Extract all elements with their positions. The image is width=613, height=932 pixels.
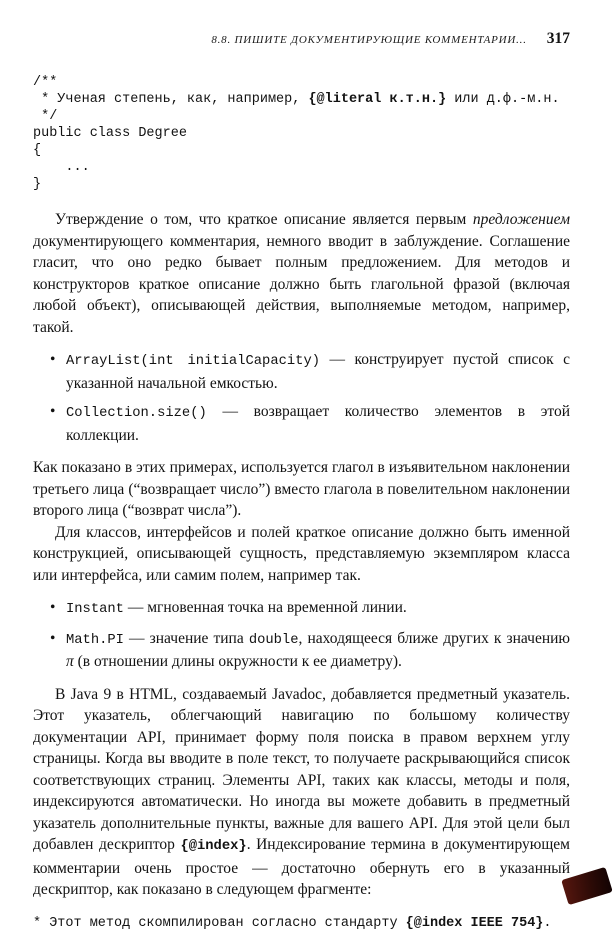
- text-run: }: [33, 177, 42, 192]
- text-run: {: [33, 143, 42, 158]
- inline-code: Math.PI: [66, 632, 124, 648]
- bullet-item: [48, 349, 570, 394]
- text-run: документирующего комментария, немного вводит в заблуждение. Соглашение гласит, что оно редко бывает полным предложением. Для методов и конструкторов краткое описание должно быть глагольной фразой (включая любой объект), описывающей действия, выполняемые методом, например, такой.: [33, 232, 570, 336]
- text-run: */: [33, 109, 58, 124]
- paragraph: [33, 522, 570, 587]
- bold-text: {@literal к.т.н.}: [308, 92, 447, 107]
- text-run: .: [543, 915, 552, 931]
- inline-code: Collection.size(): [66, 406, 207, 421]
- text-run: Как показано в этих примерах, используется глагол в изъявительном наклонении третьего лица (“возвращает число”) вместо глагола в повелительном наклонении второго лица (“возврат числа”).: [33, 459, 570, 519]
- inline-code: Instant: [66, 602, 124, 617]
- text-run: — значение типа: [123, 629, 249, 647]
- paragraph: [33, 457, 570, 522]
- text-run: — мгновенная точка на временной линии.: [123, 599, 407, 616]
- text-run: Утверждение о том, что краткое описание является первым: [55, 211, 473, 228]
- text-run: * Этот метод скомпилирован согласно стандарту: [33, 915, 406, 931]
- inline-code: {@index}: [180, 839, 247, 854]
- text-run: (в отношении длины окружности к ее диаметру).: [73, 653, 402, 670]
- code-line: [33, 74, 570, 91]
- degree-class-code-block: [33, 74, 570, 193]
- running-head-title: 8.8. ПИШИТЕ ДОКУМЕНТИРУЮЩИЕ КОММЕНТАРИИ...: [211, 34, 527, 46]
- code-line: [33, 915, 570, 932]
- text-run: . Индексирование термина в документирующем комментарии очень простое — достаточно обернуть его в указанный дескриптор, как показано в следующем фрагменте:: [33, 836, 570, 898]
- bullet-item: [48, 628, 570, 673]
- text-run: ...: [33, 160, 90, 175]
- bullet-item: [48, 597, 570, 621]
- code-line: [33, 176, 570, 193]
- bullet-item: [48, 401, 570, 446]
- text-run: Для классов, интерфейсов и полей краткое описание должно быть именной конструкцией, описывающей сущность, представляемую экземпляром класса или интерфейса, или самим полем, например так.: [33, 523, 570, 584]
- code-line: [33, 142, 570, 159]
- inline-code: double: [248, 632, 299, 648]
- page-header: [33, 30, 570, 48]
- inline-code: ArrayList(int initialCapacity): [66, 354, 321, 369]
- text-run: /**: [33, 75, 58, 90]
- page-number: 317: [546, 30, 570, 47]
- page-body: [33, 74, 570, 932]
- emphasis-text: π: [66, 653, 74, 670]
- text-run: — возвращает количество элементов в этой коллекции.: [66, 403, 570, 444]
- emphasis-text: предложением: [472, 211, 570, 228]
- text-run: * Ученая степень, как, например,: [33, 92, 309, 107]
- text-run: — конструирует пустой список с указанной начальной емкостью.: [66, 351, 571, 392]
- code-line: [33, 108, 570, 125]
- bullet-list: [48, 597, 570, 673]
- code-line: [33, 125, 570, 142]
- text-run: или д.ф.-м.н.: [446, 92, 560, 107]
- bold-text: {@index IEEE 754}: [405, 915, 544, 931]
- text-run: , находящееся ближе других к значению: [298, 629, 570, 647]
- code-line: [33, 91, 570, 108]
- paragraph: [33, 209, 570, 338]
- bullet-list: [48, 349, 570, 446]
- text-run: В Java 9 в HTML, создаваемый Javadoc, добавляется предметный указатель. Этот указатель, облегчающий навигацию по большому количеству документации API, принимает форму поля поиска в правом верхнем углу страницы. Когда вы вводите в поле текст, то получаете раскрывающийся список соответствующих страниц. Элементы API, таких как классы, методы и поля, индексируются автоматически. Но иногда вы можете добавить в предметный указатель дополнительные пункты, важные для вашего API. Для этой цели был добавлен дескриптор: [33, 685, 570, 853]
- code-line: [33, 159, 570, 176]
- text-run: public class Degree: [33, 126, 187, 141]
- index-descriptor-code-fragment: [33, 915, 570, 932]
- paragraph: [33, 684, 570, 901]
